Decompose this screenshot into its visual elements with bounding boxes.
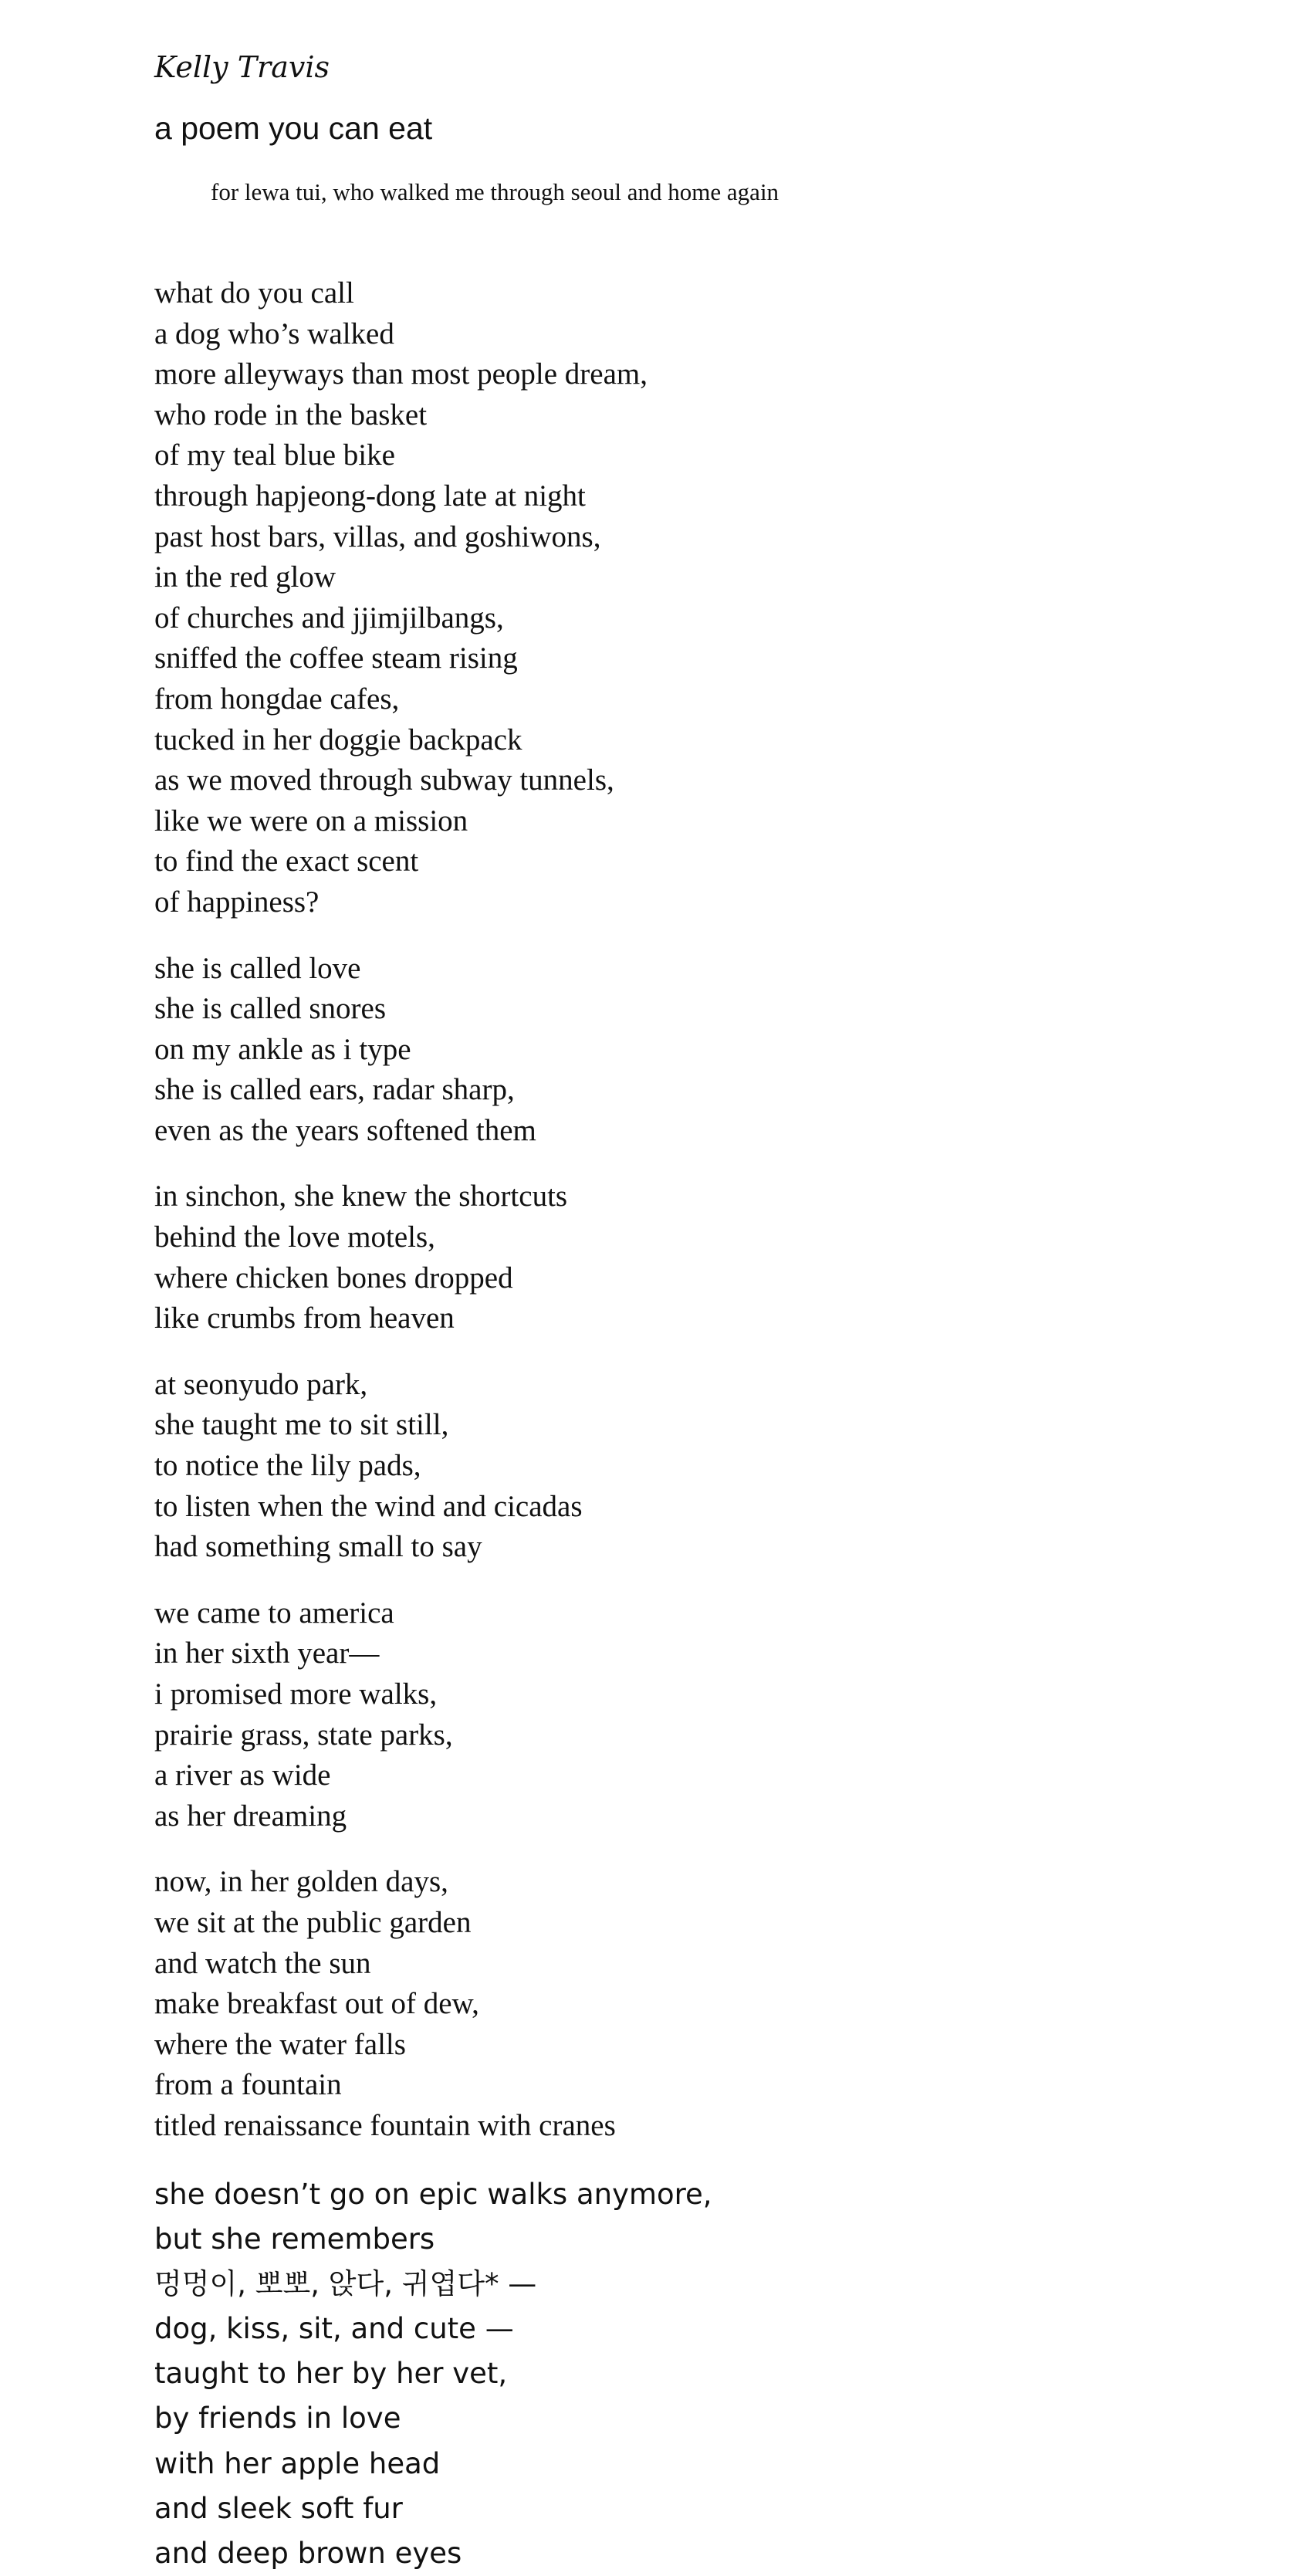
stanza: [154, 1176, 1158, 1339]
poem-line: like crumbs from heaven: [154, 1302, 455, 1335]
poem-line: make breakfast out of dew,: [154, 1987, 479, 2021]
poem-line: 멍멍이, 뽀뽀, 앉다, 귀엽다* —: [154, 2266, 537, 2300]
poem-line: she is called snores: [154, 992, 387, 1026]
stanza: [154, 2172, 1158, 2576]
poem-line: of my teal blue bike: [154, 438, 395, 472]
stanza: [154, 1593, 1158, 1837]
poem-line: of churches and jjimjilbangs,: [154, 601, 504, 635]
poem-line: what do you call: [154, 276, 354, 310]
author-name: Kelly Travis: [154, 50, 330, 84]
poem-line: in her sixth year—: [154, 1637, 380, 1671]
stanza: [154, 273, 1158, 923]
poem-line: like we were on a mission: [154, 804, 468, 838]
poem-line: where chicken bones dropped: [154, 1261, 513, 1295]
poem-line: even as the years softened them: [154, 1113, 536, 1147]
poem-line: she doesn’t go on epic walks anymore,: [154, 2177, 712, 2211]
poem-line: now, in her golden days,: [154, 1865, 448, 1899]
poem-line: to listen when the wind and cicadas: [154, 1489, 583, 1523]
poem-line: from hongdae cafes,: [154, 682, 400, 716]
poem-line: past host bars, villas, and goshiwons,: [154, 520, 601, 553]
poem-line: a river as wide: [154, 1759, 331, 1792]
poem-line: we sit at the public garden: [154, 1905, 472, 1939]
poem-line: as we moved through subway tunnels,: [154, 763, 614, 797]
poem-line: to find the exact scent: [154, 845, 419, 878]
poem-line: taught to her by her vet,: [154, 2357, 508, 2391]
poem-line: and sleek soft fur: [154, 2491, 403, 2525]
poem-line: prairie grass, state parks,: [154, 1718, 453, 1752]
poem-line: tucked in her doggie backpack: [154, 723, 522, 757]
poem-line: at seonyudo park,: [154, 1367, 368, 1401]
poem-line: as her dreaming: [154, 1799, 347, 1833]
poem-line: she is called love: [154, 951, 361, 985]
dedication: for lewa tui, who walked me through seoul and home again: [211, 178, 779, 205]
poem-line: dog, kiss, sit, and cute —: [154, 2312, 514, 2346]
poem-body: [154, 273, 1158, 2576]
poem-line: with her apple head: [154, 2446, 441, 2480]
poem-line: who rode in the basket: [154, 398, 428, 432]
poem-line: of happiness?: [154, 885, 320, 919]
stanza: [154, 1862, 1158, 2146]
stanza: [154, 949, 1158, 1152]
poem-line: and watch the sun: [154, 1946, 371, 1980]
poem-line: she taught me to sit still,: [154, 1408, 449, 1442]
stanza: [154, 1365, 1158, 1568]
poem-line: in the red glow: [154, 560, 336, 594]
poem-title: a poem you can eat: [154, 110, 433, 146]
poem-line: in sinchon, she knew the shortcuts: [154, 1180, 568, 1214]
poem-line: to notice the lily pads,: [154, 1449, 421, 1483]
poem-line: i promised more walks,: [154, 1677, 438, 1711]
poem-line: but she remembers: [154, 2222, 435, 2256]
poem-line: more alleyways than most people dream,: [154, 357, 648, 391]
poem-line: titled renaissance fountain with cranes: [154, 2108, 616, 2142]
poem-line: and deep brown eyes: [154, 2537, 462, 2571]
poem-line: we came to america: [154, 1596, 394, 1630]
poem-line: through hapjeong-dong late at night: [154, 479, 586, 513]
poem-line: behind the love motels,: [154, 1220, 435, 1254]
poem-line: she is called ears, radar sharp,: [154, 1073, 515, 1107]
poem-line: from a fountain: [154, 2068, 342, 2102]
poem-line: sniffed the coffee steam rising: [154, 641, 518, 675]
poem-line: a dog who’s walked: [154, 316, 394, 350]
poem-line: had something small to say: [154, 1530, 482, 1564]
poem-line: on my ankle as i type: [154, 1032, 411, 1066]
poem-line: where the water falls: [154, 2027, 406, 2061]
poem-line: by friends in love: [154, 2402, 401, 2436]
